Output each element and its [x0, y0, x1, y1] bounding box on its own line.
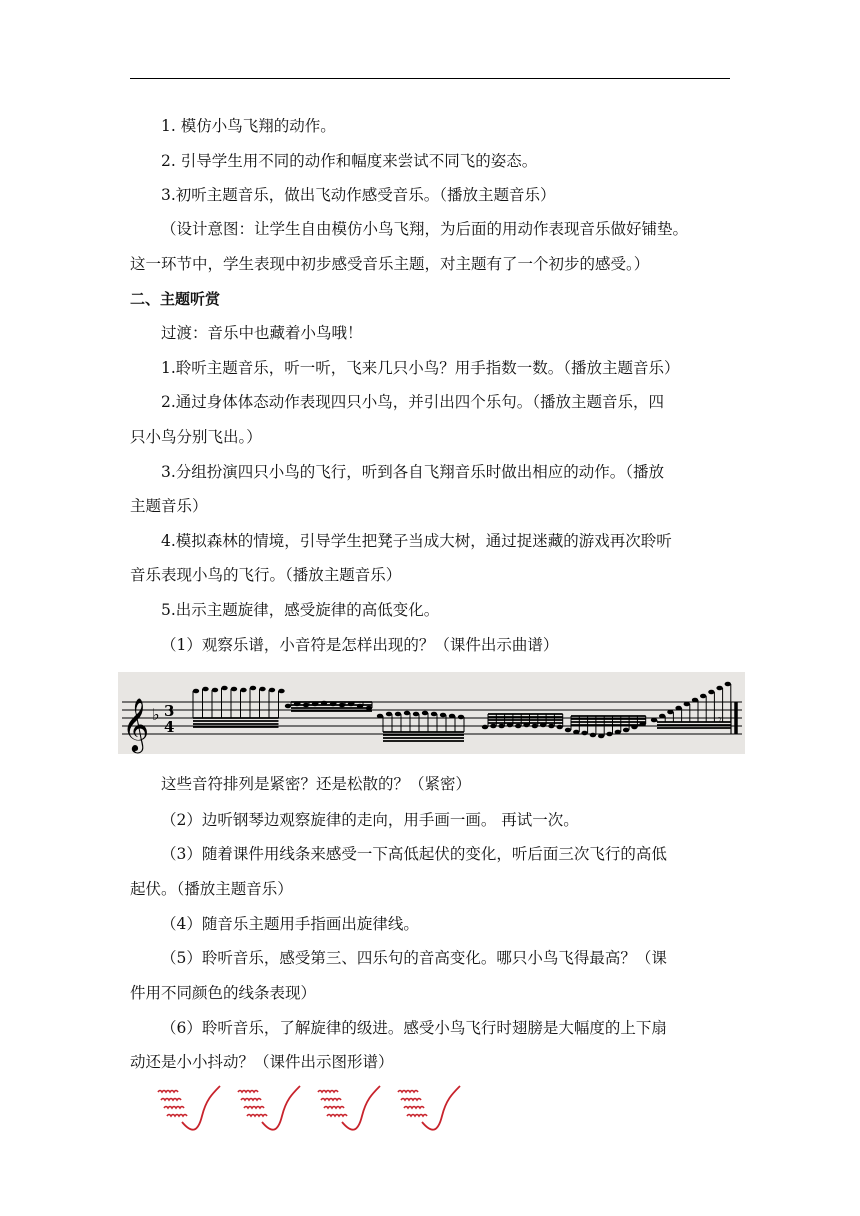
- wave-stroke: [401, 1099, 421, 1101]
- notehead: [386, 712, 392, 717]
- paragraph-3: 3.初听主题音乐，做出飞动作感受音乐。（播放主题音乐）: [161, 186, 556, 204]
- squiggle-symbol: [158, 1086, 220, 1130]
- squiggle-symbol: [238, 1086, 300, 1130]
- wave-stroke: [398, 1091, 418, 1093]
- paragraph-2: 2. 引导学生用不同的动作和幅度来尝试不同飞的姿态。: [161, 152, 538, 170]
- notehead: [725, 682, 731, 687]
- design-intent-line-1: （设计意图：让学生自由模仿小鸟飞翔，为后面的用动作表现音乐做好铺垫。: [161, 220, 689, 238]
- step-3-line-2: 主题音乐）: [130, 497, 208, 515]
- squiggle-symbol: [318, 1086, 380, 1130]
- notehead: [458, 715, 464, 720]
- notehead: [659, 714, 665, 719]
- squiggle-symbol: [398, 1086, 460, 1130]
- swoop-stroke: [422, 1086, 460, 1130]
- note-groups: [193, 682, 731, 741]
- notehead: [651, 718, 657, 723]
- wave-stroke: [158, 1091, 178, 1093]
- graphic-score: [150, 1082, 470, 1142]
- notehead: [623, 728, 629, 733]
- wave-stroke: [244, 1107, 264, 1109]
- wave-stroke: [161, 1099, 181, 1101]
- notehead: [667, 710, 673, 715]
- notehead: [565, 728, 571, 733]
- notehead: [231, 687, 237, 692]
- wave-stroke: [318, 1091, 338, 1093]
- section-heading: 二、主题听赏: [130, 290, 221, 308]
- step-1: 1.聆听主题音乐，听一听，飞来几只小鸟？用手指数一数。（播放主题音乐）: [161, 359, 680, 377]
- notehead: [240, 688, 246, 693]
- notehead: [708, 690, 714, 695]
- substep-3-line-2: 起伏。（播放主题音乐）: [130, 880, 293, 898]
- notehead: [700, 694, 706, 699]
- notehead: [193, 689, 199, 694]
- notehead: [431, 712, 437, 717]
- wave-stroke: [238, 1091, 258, 1093]
- notehead: [449, 714, 455, 719]
- substep-3-line-1: （3）随着课件用线条来感受一下高低起伏的变化，听后面三次飞行的高低: [161, 845, 667, 863]
- notehead: [515, 724, 521, 729]
- notehead: [202, 687, 208, 692]
- notehead: [590, 733, 596, 738]
- swoop-stroke: [182, 1086, 220, 1130]
- substep-6-line-2: 动还是小小抖动？（课件出示图形谱）: [130, 1053, 394, 1071]
- wave-stroke: [241, 1099, 261, 1101]
- wave-stroke: [324, 1107, 344, 1109]
- notehead: [413, 712, 419, 717]
- substep-2: （2）边听钢琴边观察旋律的走向，用手画一画。 再试一次。: [161, 811, 579, 829]
- notehead: [498, 724, 504, 729]
- question-dense: 这些音符排列是紧密？还是松散的？（紧密）: [161, 775, 472, 793]
- notehead: [692, 698, 698, 703]
- rest-icon: 𝄾: [718, 712, 722, 728]
- notehead: [482, 725, 488, 730]
- step-2-line-1: 2.通过身体体态动作表现四只小鸟，并引出四个乐句。（播放主题音乐，四: [161, 393, 665, 411]
- notehead: [573, 730, 579, 735]
- substep-5-line-2: 件用不同颜色的线条表现）: [130, 984, 317, 1002]
- wave-stroke: [321, 1099, 341, 1101]
- wave-stroke: [407, 1115, 427, 1117]
- notehead: [548, 724, 554, 729]
- substep-5-line-1: （5）聆听音乐，感受第三、四乐句的音高变化。哪只小鸟飞得最高？（课: [161, 949, 667, 967]
- wave-stroke: [247, 1115, 267, 1117]
- notehead: [285, 704, 291, 709]
- notehead: [615, 730, 621, 735]
- notehead: [259, 687, 265, 692]
- notehead: [606, 732, 612, 737]
- step-5: 5.出示主题旋律，感受旋律的高低变化。: [161, 601, 440, 619]
- notehead: [250, 686, 256, 691]
- flat-sign-icon: ♭: [152, 705, 160, 724]
- step-4-line-1: 4.模拟森林的情境，引导学生把凳子当成大树，通过捉迷藏的游戏再次聆听: [161, 532, 672, 550]
- notehead: [684, 702, 690, 707]
- wave-stroke: [164, 1107, 184, 1109]
- wave-stroke: [404, 1107, 424, 1109]
- notehead: [377, 714, 383, 719]
- notehead: [269, 688, 275, 693]
- transition-line: 过渡：音乐中也藏着小鸟哦！: [161, 324, 363, 342]
- step-4-line-2: 音乐表现小鸟的飞行。（播放主题音乐）: [130, 566, 402, 584]
- step-3-line-1: 3.分组扮演四只小鸟的飞行，听到各自飞翔音乐时做出相应的动作。（播放: [161, 463, 665, 481]
- notehead: [598, 734, 604, 739]
- notehead: [716, 686, 722, 691]
- wave-stroke: [327, 1115, 347, 1117]
- notehead: [440, 713, 446, 718]
- substep-4: （4）随音乐主题用手指画出旋律线。: [161, 915, 419, 933]
- time-signature-top: 3: [164, 702, 175, 720]
- swoop-stroke: [342, 1086, 380, 1130]
- notehead: [532, 724, 538, 729]
- notehead: [675, 706, 681, 711]
- notehead: [221, 686, 227, 691]
- notehead: [404, 711, 410, 716]
- notehead: [278, 689, 284, 694]
- substep-6-line-1: （6）聆听音乐，了解旋律的级进。感受小鸟飞行时翅膀是大幅度的上下扇: [161, 1019, 667, 1037]
- notehead: [422, 711, 428, 716]
- treble-clef-icon: 𝄞: [122, 697, 150, 751]
- paragraph-1: 1. 模仿小鸟飞翔的动作。: [161, 117, 336, 135]
- swoop-stroke: [262, 1086, 300, 1130]
- substep-1: （1）观察乐谱，小音符是怎样出现的？（课件出示曲谱）: [161, 636, 559, 654]
- wave-stroke: [167, 1115, 187, 1117]
- step-2-line-2: 只小鸟分别飞出。）: [130, 428, 262, 446]
- notehead: [212, 688, 218, 693]
- notehead: [557, 725, 563, 730]
- header-rule: [130, 78, 730, 79]
- time-signature-bottom: 4: [164, 718, 175, 736]
- design-intent-line-2: 这一环节中，学生表现中初步感受音乐主题，对主题有了一个初步的感受。）: [130, 255, 650, 273]
- music-score: [118, 672, 745, 754]
- notehead: [581, 731, 587, 736]
- notehead: [490, 724, 496, 729]
- notehead: [395, 712, 401, 717]
